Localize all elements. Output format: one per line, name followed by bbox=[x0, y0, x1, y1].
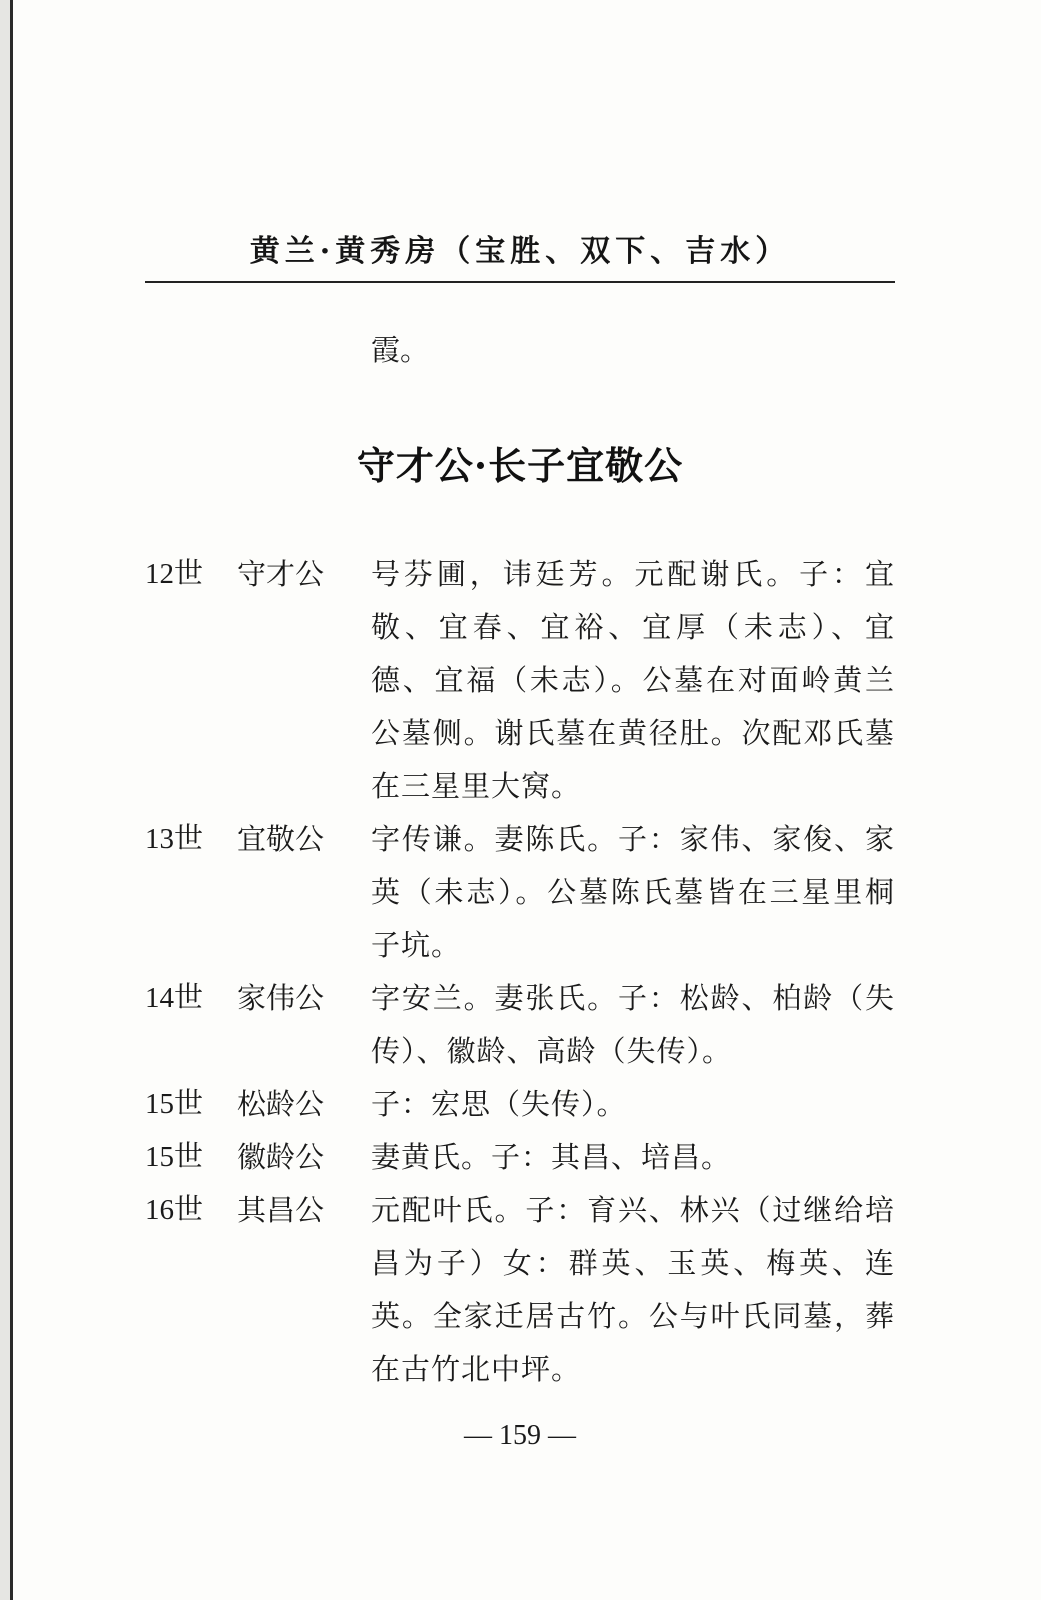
genealogy-entry bbox=[145, 1131, 895, 1184]
entry-text: 字传谦。妻陈氏。子：家伟、家俊、家英（未志）。公墓陈氏墓皆在三星里桐子坑。 bbox=[371, 822, 895, 962]
header-rule bbox=[145, 281, 895, 283]
genealogy-entry bbox=[145, 548, 895, 813]
running-header: 黄兰·黄秀房（宝胜、双下、吉水） bbox=[249, 234, 791, 269]
ancestor-name: 宜敬公 bbox=[237, 822, 325, 856]
generation-label: 12世 bbox=[145, 558, 204, 590]
genealogy-entry bbox=[145, 1184, 895, 1396]
page-binding-line bbox=[10, 0, 13, 1600]
genealogy-entry bbox=[145, 972, 895, 1078]
ancestor-name: 松龄公 bbox=[237, 1087, 325, 1121]
ancestor-name: 其昌公 bbox=[237, 1193, 325, 1227]
ancestor-name: 徽龄公 bbox=[237, 1140, 325, 1174]
page-binding-edge bbox=[0, 0, 10, 1600]
generation-label: 16世 bbox=[145, 1194, 204, 1226]
entry-text: 子：宏思（失传）。 bbox=[371, 1087, 627, 1121]
generation-label: 14世 bbox=[145, 982, 204, 1014]
section-title: 守才公·长子宜敬公 bbox=[356, 443, 684, 488]
genealogy-entry bbox=[145, 1078, 895, 1131]
entry-text: 字安兰。妻张氏。子：松龄、柏龄（失传）、徽龄、高龄（失传）。 bbox=[371, 981, 895, 1068]
entry-text: 妻黄氏。子：其昌、培昌。 bbox=[371, 1140, 732, 1174]
page-number: — 159 — bbox=[464, 1420, 576, 1451]
genealogy-entries bbox=[145, 548, 895, 1396]
genealogy-entry bbox=[145, 813, 895, 972]
entry-text: 元配叶氏。子：育兴、林兴（过继给培昌为子）女：群英、玉英、梅英、连英。全家迁居古竹。公与叶氏同墓，葬在古竹北中坪。 bbox=[371, 1193, 895, 1386]
generation-label: 13世 bbox=[145, 823, 204, 855]
generation-label: 15世 bbox=[145, 1141, 204, 1173]
generation-label: 15世 bbox=[145, 1088, 204, 1120]
continued-text: 霞。 bbox=[371, 333, 430, 367]
ancestor-name: 守才公 bbox=[237, 557, 325, 591]
entry-text: 号芬圃，讳廷芳。元配谢氏。子：宜敬、宜春、宜裕、宜厚（未志）、宜德、宜福（未志）。公墓在对面岭黄兰公墓侧。谢氏墓在黄径肚。次配邓氏墓在三星里大窝。 bbox=[371, 557, 895, 803]
ancestor-name: 家伟公 bbox=[237, 981, 325, 1015]
